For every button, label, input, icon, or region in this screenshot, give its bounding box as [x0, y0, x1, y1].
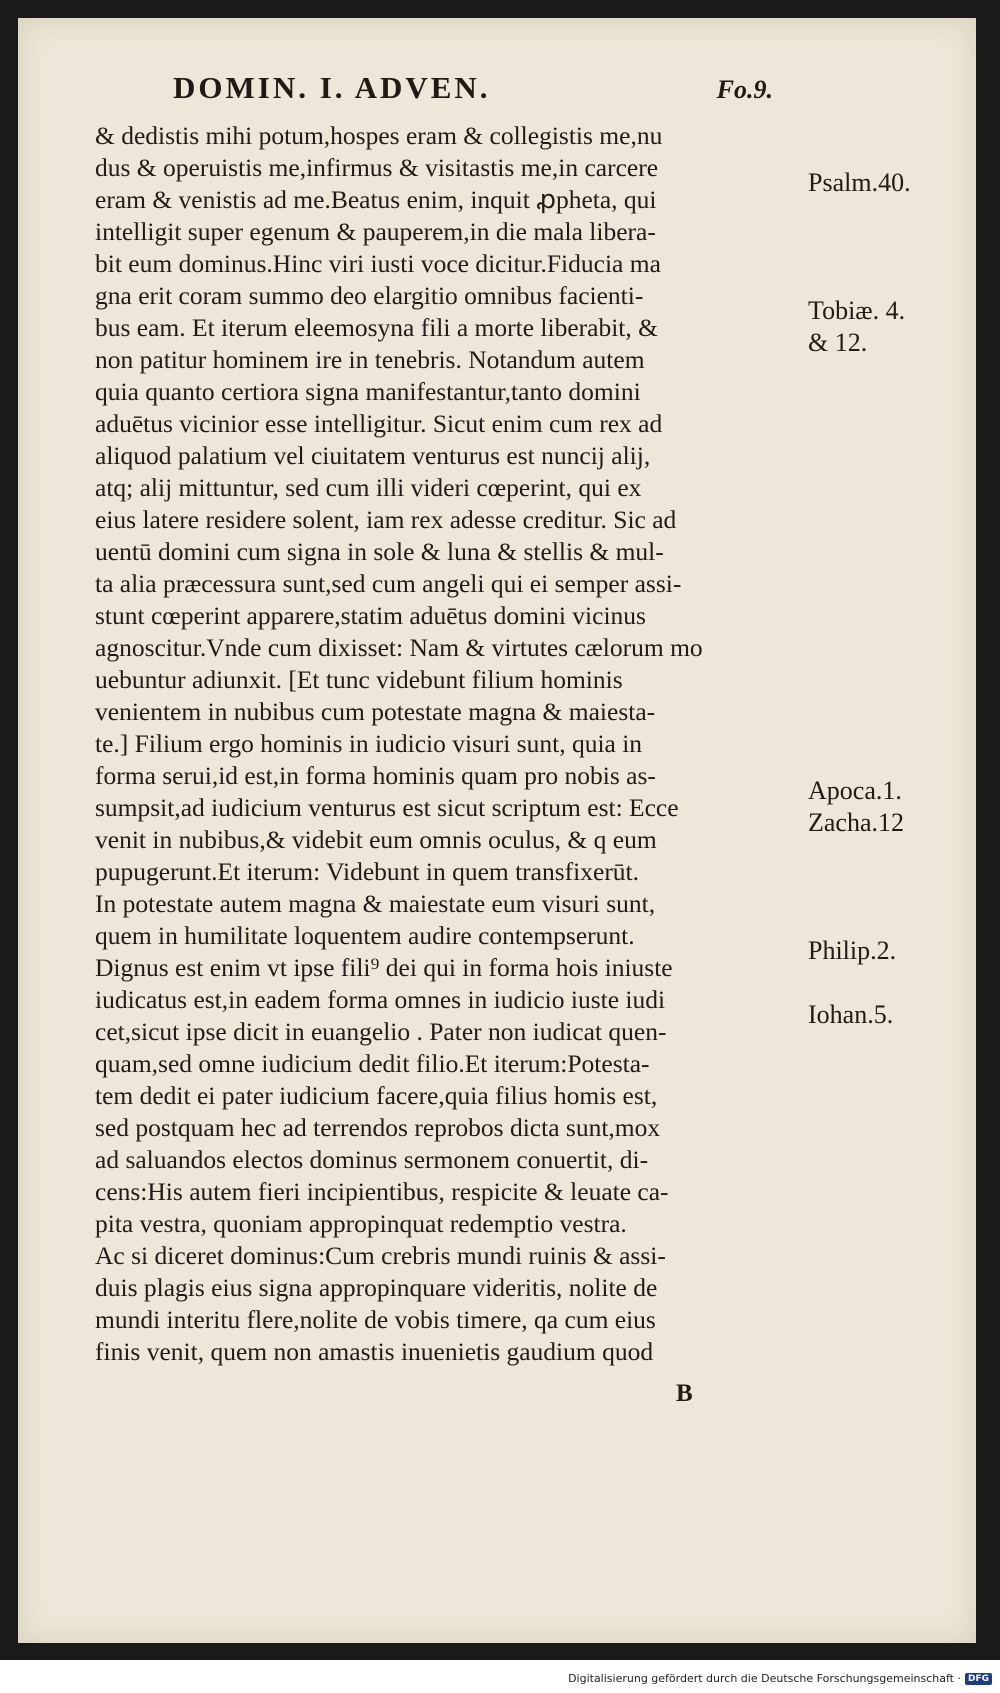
- text-line: ad saluandos electos dominus sermonem conuertit, di-: [95, 1145, 649, 1174]
- text-line: quem in humilitate loquentem audire contempserunt.: [95, 921, 635, 950]
- marginal-reference: Apoca.1.: [808, 776, 902, 805]
- text-line: eius latere residere solent, iam rex adesse creditur. Sic ad: [95, 505, 677, 534]
- digitization-credit: [568, 1672, 992, 1685]
- text-line: Dignus est enim vt ipse fili⁹ dei qui in forma hois iniuste: [95, 953, 673, 982]
- text-line: pupugerunt.Et iterum: Videbunt in quem transfixerūt.: [95, 857, 640, 886]
- credit-text: Digitalisierung gefördert durch die Deutsche Forschungsgemeinschaft ·: [568, 1672, 961, 1685]
- marginal-reference: Philip.2.: [808, 936, 897, 965]
- marginal-reference: Psalm.40.: [808, 168, 911, 197]
- text-line: atq; alij mittuntur, sed cum illi videri cœperint, qui ex: [95, 473, 642, 502]
- text-line: aliquod palatium vel ciuitatem venturus est nuncij alij,: [95, 441, 651, 470]
- text-line: Ac si diceret dominus:Cum crebris mundi ruinis & assi-: [95, 1241, 666, 1270]
- running-title: DOMIN. I. ADVEN.: [173, 70, 491, 105]
- marginal-reference: Zacha.12: [808, 808, 905, 837]
- text-line: dus & operuistis me,infirmus & visitastis me,in carcere: [95, 153, 659, 182]
- text-line: bit eum dominus.Hinc viri iusti voce dicitur.Fiducia ma: [95, 249, 661, 278]
- text-line: quam,sed omne iudicium dedit filio.Et iterum:Potesta-: [95, 1049, 650, 1078]
- text-line: mundi interitu flere,nolite de vobis timere, qa cum eius: [95, 1305, 656, 1334]
- text-line: venit in nubibus,& videbit eum omnis oculus, & q eum: [95, 825, 657, 854]
- text-line: aduētus vicinior esse intelligitur. Sicut enim cum rex ad: [95, 409, 663, 438]
- text-line: non patitur hominem ire in tenebris. Notandum autem: [95, 345, 645, 374]
- text-line: bus eam. Et iterum eleemosyna fili a morte liberabit, &: [95, 313, 658, 342]
- text-line: sed postquam hec ad terrendos reprobos dicta sunt,mox: [95, 1113, 661, 1142]
- text-line: finis venit, quem non amastis inuenietis gaudium quod: [95, 1337, 654, 1366]
- text-line: forma serui,id est,in forma hominis quam pro nobis as-: [95, 761, 656, 790]
- text-line: cet,sicut ipse dicit in euangelio . Pater non iudicat quen-: [95, 1017, 667, 1046]
- catchword: B: [676, 1380, 693, 1407]
- text-line: uentū domini cum signa in sole & luna & stellis & mul-: [95, 537, 664, 566]
- text-line: ta alia præcessura sunt,sed cum angeli qui ei semper assi-: [95, 569, 682, 598]
- text-line: uebuntur adiunxit. [Et tunc videbunt filium hominis: [95, 665, 623, 694]
- text-line: agnoscitur.Vnde cum dixisset: Nam & virtutes cælorum mo: [95, 633, 703, 662]
- marginal-reference: & 12.: [808, 328, 868, 357]
- marginal-reference: Iohan.5.: [808, 1000, 894, 1029]
- text-line: intelligit super egenum & pauperem,in die mala libera-: [95, 217, 656, 246]
- text-line: & dedistis mihi potum,hospes eram & collegistis me,nu: [95, 121, 663, 150]
- text-line: te.] Filium ergo hominis in iudicio visuri sunt, quia in: [95, 729, 643, 758]
- text-line: cens:His autem fieri incipientibus, respicite & leuate ca-: [95, 1177, 669, 1206]
- marginal-reference: Tobiæ. 4.: [808, 296, 906, 325]
- text-line: duis plagis eius signa appropinquare videritis, nolite de: [95, 1273, 658, 1302]
- text-line: sumpsit,ad iudicium venturus est sicut scriptum est: Ecce: [95, 793, 679, 822]
- text-line: gna erit coram summo deo elargitio omnibus facienti-: [95, 281, 644, 310]
- text-line: venientem in nubibus cum potestate magna & maiesta-: [95, 697, 656, 726]
- folio-number: Fo.9.: [716, 75, 773, 104]
- text-line: In potestate autem magna & maiestate eum visuri sunt,: [95, 889, 656, 918]
- text-line: stunt cœperint apparere,statim aduētus domini vicinus: [95, 601, 646, 630]
- text-line: pita vestra, quoniam appropinquat redemptio vestra.: [95, 1209, 627, 1238]
- text-line: tem dedit ei pater iudicium facere,quia filius homis est,: [95, 1081, 658, 1110]
- book-page: [18, 18, 976, 1643]
- running-header: [173, 70, 773, 106]
- text-line: eram & venistis ad me.Beatus enim, inquit ꝓpheta, qui: [95, 185, 657, 214]
- text-line: quia quanto certiora signa manifestantur,tanto domini: [95, 377, 641, 406]
- dfg-logo-icon: DFG: [965, 1673, 992, 1685]
- text-line: iudicatus est,in eadem forma omnes in iudicio iuste iudi: [95, 985, 666, 1014]
- main-text-block: [95, 120, 795, 1368]
